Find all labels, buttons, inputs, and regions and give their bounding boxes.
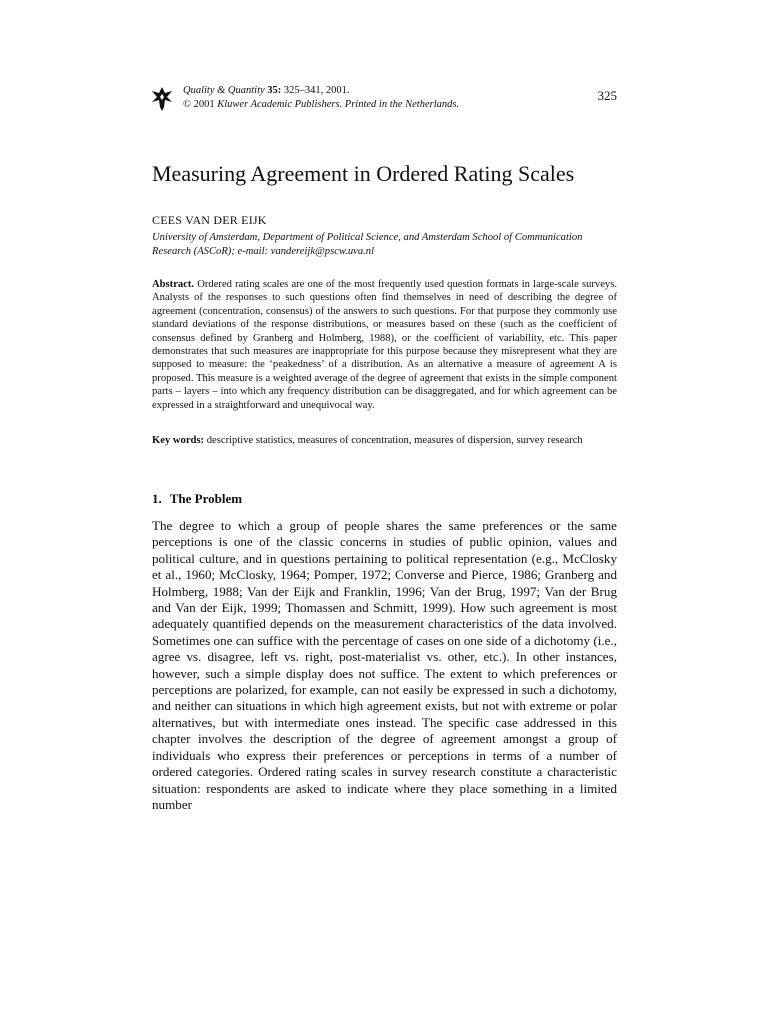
journal-header: [152, 84, 617, 120]
keywords: [152, 434, 617, 448]
article-title: Measuring Agreement in Ordered Rating Scales: [152, 161, 575, 186]
keywords-text: descriptive statistics, measures of concentration, measures of dispersion, survey research: [206, 435, 583, 446]
abstract: [152, 278, 617, 412]
section-number: 1.: [152, 491, 162, 506]
abstract-label: Abstract.: [152, 279, 195, 290]
page-number: 325: [597, 88, 617, 103]
author-affiliation: University of Amsterdam, Department of Political Science, and Amsterdam School of Communication Research (ASCoR); e-mail: vandereijk@pscw.uva.nl: [152, 232, 583, 257]
journal-citation: [183, 84, 459, 112]
journal-citation-line-2: [183, 98, 459, 112]
body-paragraph: The degree to which a group of people shares the same preferences or the same perceptions is one of the classic concerns in studies of public opinion, values and political culture, and in questions pertaining to political representation (e.g., McClosky et al., 1960; McClosky, 1964; Pomper, 1972; Converse and Pierce, 1986; Granberg and Holmberg, 1988; Van der Eijk and Franklin, 1996; Van der Brug, 1997; Van der Brug and Van der Eijk, 1999; Thomassen and Schmitt, 1999). How such agreement is most adequately quantified depends on the measurement characteristics of the data involved. Sometimes one can suffice with the percentage of cases on one side of a dichotomy (i.e., agree vs. disagree, left vs. right, post-materialist vs. other, etc.). In other instances, however, such a simple display does not suffice. The extent to which preferences or perceptions are polarized, for example, can not easily be expressed in such a dichotomy, and neither can situations in which high agreement exists, but not with extreme or polar alternatives, but with intermediate ones instead. The specific case addressed in this chapter involves the description of the degree of agreement amongst a group of individuals who express their preferences or perceptions in terms of a number of ordered categories. Ordered rating scales in survey research constitute a characteristic situation: respondents are asked to indicate where they place something in a limited number: [152, 518, 617, 812]
section-heading: [152, 491, 242, 507]
copyright-notice: © 2001: [183, 99, 215, 110]
journal-pages-year: 325–341, 2001.: [283, 85, 350, 96]
publisher-name: Kluwer Academic Publishers. Printed in the Netherlands.: [217, 99, 460, 110]
abstract-text: Ordered rating scales are one of the most frequently used question formats in large-scale surveys. Analysts of the responses to such questions often find themselves in need of describing the degree of agreement (concentration, consensus) of the answers to such questions. For that purpose they commonly use standard deviations of the response distributions, or measures based on these (such as the coefficient of consensus defined by Granberg and Holmberg, 1988), or the coefficient of variability, etc. This paper demonstrates that such measures are inappropriate for this purpose because they misrepresent what they are supposed to measure: the ‘peakedness’ of a distribution. As an alternative a measure of agreement A is proposed. This measure is a weighted average of the degree of agreement that exists in the simple component parts – layers – into which any frequency distribution can be disaggregated, and for which agreement can be expressed in a straightforward and unequivocal way.: [152, 279, 617, 411]
journal-name: Quality & Quantity: [183, 85, 265, 96]
kluwer-publisher-logo-icon: [152, 87, 172, 111]
journal-citation-line-1: [183, 84, 459, 98]
author-name: CEES VAN DER EIJK: [152, 213, 267, 227]
section-title: The Problem: [169, 491, 243, 506]
keywords-label: Key words:: [152, 435, 205, 446]
journal-volume: 35:: [267, 85, 282, 96]
